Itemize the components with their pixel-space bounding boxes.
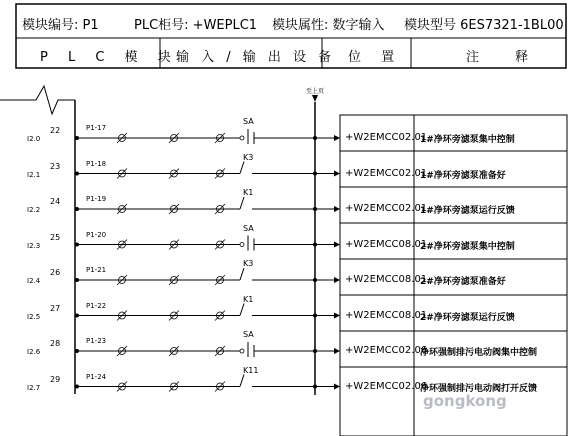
io-address: I2.2 — [27, 206, 41, 214]
row-dividers — [340, 151, 567, 367]
relay-contact-icon — [240, 375, 244, 387]
terminal-dot — [75, 207, 79, 211]
selector-switch-icon — [240, 243, 244, 247]
terminal-number: 29 — [50, 374, 61, 384]
wire-number: P1-19 — [86, 195, 107, 203]
watermark: gongkong — [423, 392, 507, 410]
cabinet-number-label: PLC柜号: +WEPLC1 — [134, 18, 258, 33]
module-attribute-label: 模块属性: 数字输入 — [272, 18, 385, 33]
column-note: 注 释 — [466, 50, 545, 65]
bus-arrow-icon — [312, 95, 318, 102]
terminal-number: 27 — [50, 303, 61, 313]
link-arrow-icon — [334, 277, 340, 283]
link-arrow-icon — [334, 242, 340, 248]
terminal-number: 24 — [50, 197, 61, 206]
signal-note: 净环强制排污电动阀集中控制 — [420, 348, 538, 358]
signal-note: 2#净环旁滤泵运行反馈 — [420, 312, 515, 323]
wire-number: P1-18 — [86, 159, 107, 168]
bus-label: 至上页 — [306, 88, 325, 95]
device-tag: SA — [243, 223, 254, 233]
signal-note: 1#净环旁滤泵集中控制 — [420, 135, 515, 145]
io-address: I2.4 — [27, 277, 41, 285]
device-position: +W2EMCC02.01 — [345, 132, 428, 143]
circuit-rows — [75, 129, 340, 392]
link-arrow-icon — [334, 384, 340, 390]
terminal-number: 25 — [50, 232, 61, 242]
wire-number: P1-20 — [86, 230, 107, 239]
break-mark — [0, 86, 75, 114]
terminal-dot — [75, 278, 79, 282]
terminal-dot — [75, 172, 79, 176]
wire-number: P1-21 — [86, 266, 107, 274]
signal-note: 净环强制排污电动阀打开反馈 — [420, 383, 538, 394]
wire-number: P1-23 — [86, 337, 107, 345]
device-tag: K1 — [243, 294, 254, 304]
link-arrow-icon — [334, 348, 340, 354]
io-address: I2.3 — [27, 241, 41, 250]
device-position: +W2EMCC02.01 — [345, 203, 428, 214]
signal-note: 2#净环旁滤泵准备好 — [420, 277, 506, 287]
relay-contact-icon — [240, 197, 244, 209]
device-tag: K11 — [243, 365, 259, 375]
link-arrow-icon — [334, 313, 340, 319]
device-position: +W2EMCC08.01 — [345, 274, 428, 285]
device-tag: K1 — [243, 188, 254, 197]
link-arrow-icon — [334, 135, 340, 141]
column-position: 位 置 — [348, 50, 403, 65]
io-address: I2.1 — [27, 170, 41, 179]
device-position: +W2EMCC02.06 — [345, 345, 428, 356]
relay-contact-icon — [240, 268, 244, 280]
relay-contact-icon — [240, 162, 244, 174]
terminal-number: 28 — [50, 339, 61, 348]
io-address: I2.7 — [27, 383, 41, 392]
io-address: I2.5 — [27, 312, 41, 321]
column-plc-module: P L C 模 块 — [40, 50, 179, 65]
terminal-dot — [75, 136, 79, 140]
wire-number: P1-17 — [86, 124, 107, 132]
device-tag: SA — [243, 117, 254, 126]
module-number-label: 模块编号: P1 — [22, 18, 99, 33]
device-tag: SA — [243, 330, 254, 339]
terminal-number: 23 — [50, 161, 61, 171]
terminal-number: 22 — [50, 126, 61, 135]
device-position: +W2EMCC02.06 — [345, 380, 428, 392]
column-io-device: 输 入 / 输 出 设 备 — [176, 50, 336, 65]
relay-contact-icon — [240, 304, 244, 316]
link-arrow-icon — [334, 206, 340, 212]
device-tag: K3 — [243, 259, 254, 268]
signal-note: 1#净环旁滤泵运行反馈 — [420, 206, 515, 216]
signal-note: 2#净环旁滤泵集中控制 — [420, 241, 515, 252]
wire-number: P1-24 — [86, 372, 107, 381]
wire-number: P1-22 — [86, 301, 107, 310]
io-address: I2.0 — [27, 135, 41, 143]
signal-note: 1#净环旁滤泵准备好 — [420, 170, 506, 181]
device-position: +W2EMCC08.01 — [345, 309, 428, 321]
link-arrow-icon — [334, 171, 340, 177]
device-position: +W2EMCC02.01 — [345, 167, 428, 179]
selector-switch-icon — [240, 136, 244, 140]
device-position: +W2EMCC08.01 — [345, 238, 428, 250]
terminal-dot — [75, 243, 79, 247]
device-tag: K3 — [243, 152, 254, 162]
selector-switch-icon — [240, 349, 244, 353]
terminal-dot — [75, 349, 79, 353]
terminal-number: 26 — [50, 268, 61, 277]
terminal-dot — [75, 314, 79, 318]
module-type-label: 模块型号 6ES7321-1BL00 — [404, 18, 564, 33]
terminal-dot — [75, 385, 79, 389]
io-address: I2.6 — [27, 348, 41, 356]
